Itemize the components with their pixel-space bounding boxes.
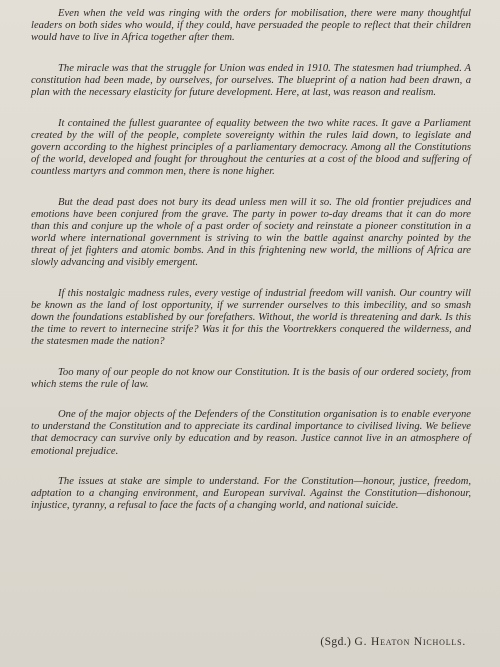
paragraph-issues-at-stake: The issues at stake are simple to understand. For the Constitution—honour, justice, freedom, adptation to a changing environment, and European survival. Against the Constitution—dishonour, injustice, tyranny, a refusal to face the facts of a changing world, and national suicide. bbox=[31, 476, 471, 512]
paragraph-know-constitution: Too many of our people do not know our Constitution. It is the basis of our ordered society, from which stems the rule of law. bbox=[31, 366, 471, 390]
paragraph-dead-past: But the dead past does not bury its dead unless men will it so. The old frontier prejudices and emotions have been conjured from the grave. The party in power to-day dreams that it can do more than this and conjure up the whole of a past order of society and reinstate a pioneer constitution in a world where international government is striving to win the battle against anarchy pointed by the threat of jet fighters and atomic bombs. And in this frightening new world, the millions of Africa are slowly advancing and visibly emergent. bbox=[31, 196, 471, 268]
signature bbox=[320, 636, 466, 648]
paragraph-nostalgic-madness: If this nostalgic madness rules, every vestige of industrial freedom will vanish. Our country will be known as the land of lost opportunity, if we surrender ourselves to this imbecility, and so smash down the foundations established by our forefathers. Without, the world is threatening and dark. Is this the time to revert to internecine strife? Was it for this the Voortrekkers conquered the wilderness, and the statesmen made the nation? bbox=[31, 287, 471, 347]
body-text bbox=[31, 8, 471, 531]
paragraph-union: The miracle was that the struggle for Union was ended in 1910. The statesmen had triumphed. A constitution had been made, by ourselves, for ourselves. The blueprint of a nation had been drawn, a plan with the necessary elasticity for future development. Here, at last, was reason and realism. bbox=[31, 62, 471, 98]
signature-prefix: (Sgd.) bbox=[320, 636, 352, 648]
paragraph-equality: It contained the fullest guarantee of equality between the two white races. It gave a Parliament created by the will of the people, complete sovereignty within the rules laid down, to legislate and govern according to the highest principles of a parliamentary democracy. Among all the Constitutions of the world, developed and fought for throughout the centuries at a cost of the blood and suffering of countless martyrs and common men, there is none higher. bbox=[31, 117, 471, 177]
signature-name: G. Heaton Nicholls. bbox=[354, 636, 466, 648]
paragraph-mobilisation: Even when the veld was ringing with the orders for mobilisation, there were many thoughtful leaders on both sides who would, if they could, have persuaded the people to reflect that their children would have to live in Africa together after them. bbox=[31, 8, 471, 44]
paragraph-defenders-objects: One of the major objects of the Defenders of the Constitution organisation is to enable everyone to understand the Constitution and to appreciate its cardinal importance to civilised living. We believe that democracy can survive only by education and by reason. Justice cannot live in an atmosphere of emotional prejudice. bbox=[31, 409, 471, 457]
